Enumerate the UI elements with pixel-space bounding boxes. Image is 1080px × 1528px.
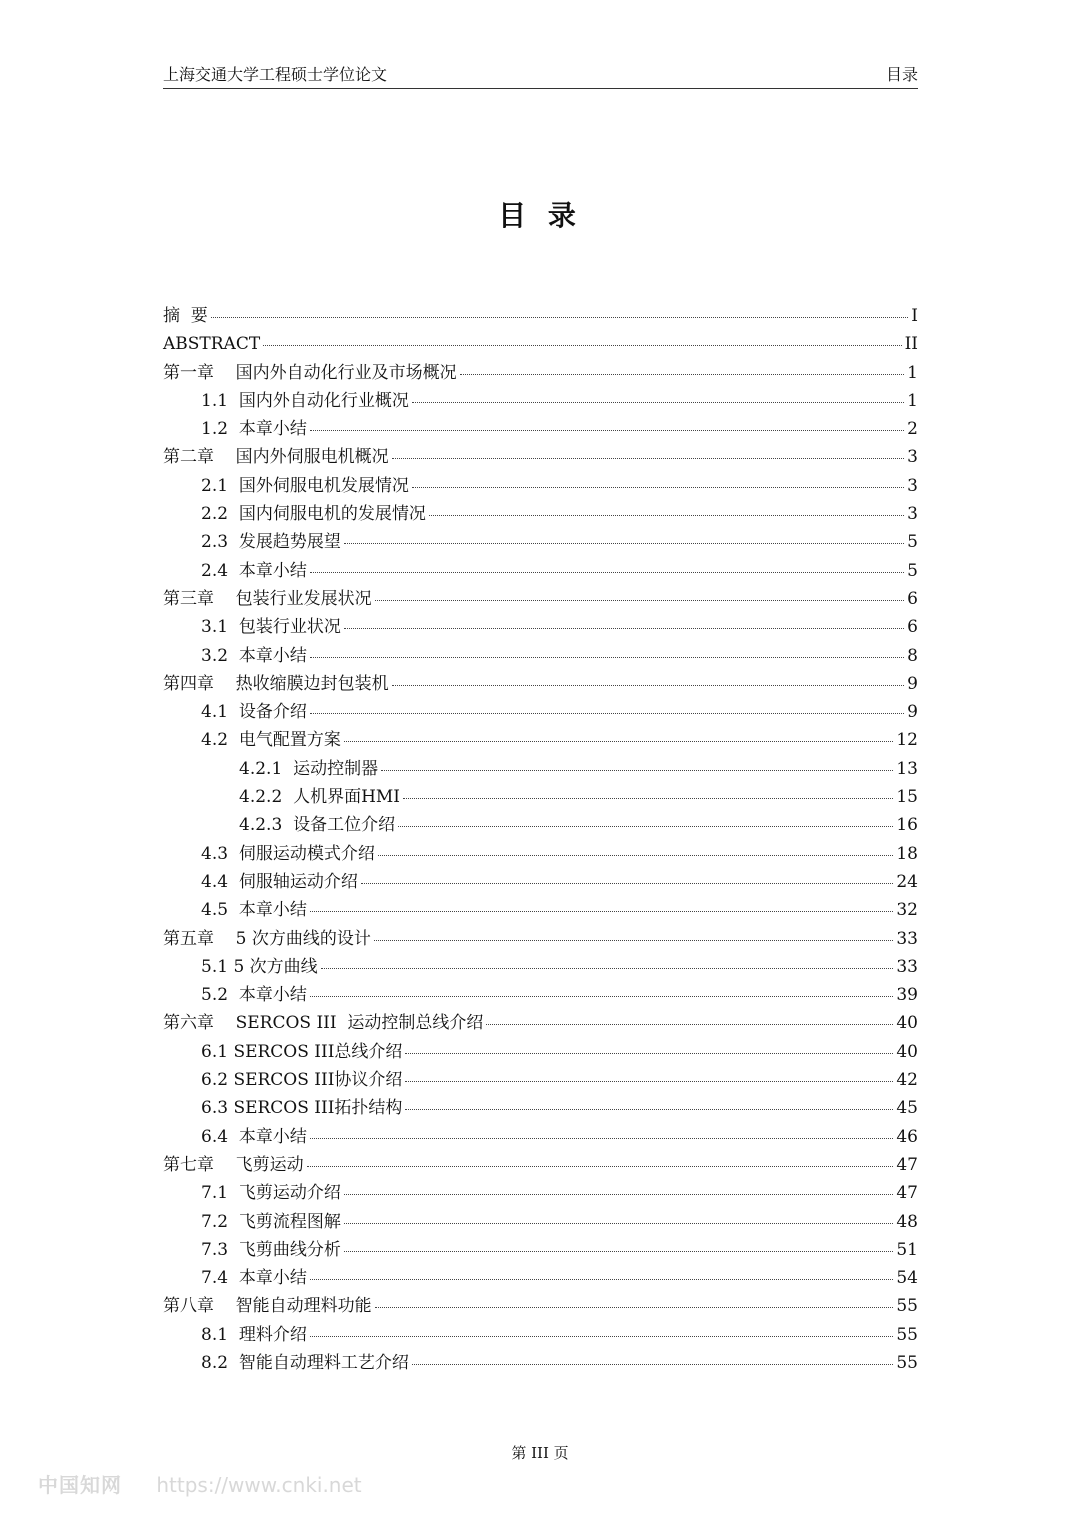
toc-dot-leader [378, 855, 894, 856]
toc-entry[interactable] [163, 726, 918, 754]
toc-entry-title: 7.1 飞剪运动介绍 [201, 1183, 341, 1204]
toc-dot-leader [381, 770, 893, 771]
toc-entry-title: 1.2 本章小结 [201, 419, 307, 440]
toc-entry-page-number: 39 [896, 985, 918, 1006]
toc-entry-title: 第六章 SERCOS III 运动控制总线介绍 [163, 1013, 484, 1034]
toc-entry-page-number: II [904, 334, 918, 355]
toc-entry-page-number: 55 [896, 1296, 918, 1317]
toc-dot-leader [403, 798, 893, 799]
toc-entry-title: 2.3 发展趋势展望 [201, 532, 341, 553]
toc-dot-leader [307, 1166, 894, 1167]
toc-entry-page-number: 33 [896, 956, 918, 977]
toc-entry[interactable] [163, 1264, 918, 1292]
toc-entry[interactable] [163, 811, 918, 839]
toc-dot-leader [398, 826, 893, 827]
toc-entry-page-number: 48 [896, 1211, 918, 1232]
toc-entry-title: 7.4 本章小结 [201, 1268, 307, 1289]
toc-dot-leader [310, 713, 904, 714]
toc-entry-title: 第三章 包装行业发展状况 [163, 588, 372, 609]
toc-dot-leader [310, 430, 904, 431]
toc-entry-page-number: 32 [896, 900, 918, 921]
toc-entry-page-number: 16 [896, 815, 918, 836]
toc-dot-leader [344, 1194, 894, 1195]
toc-dot-leader [412, 402, 904, 403]
toc-entry-title: 2.2 国内伺服电机的发展情况 [201, 504, 426, 525]
toc-entry-page-number: 6 [907, 588, 918, 609]
toc-entry[interactable] [163, 670, 918, 698]
toc-entry[interactable] [163, 1179, 918, 1207]
toc-entry-title: 3.1 包装行业状况 [201, 617, 341, 638]
toc-entry-page-number: 5 [907, 532, 918, 553]
toc-entry-title: 5.1 5 次方曲线 [201, 956, 318, 977]
toc-entry-title: 4.3 伺服运动模式介绍 [201, 843, 375, 864]
running-header [163, 64, 918, 89]
toc-entry[interactable] [163, 1236, 918, 1264]
toc-entry[interactable] [163, 330, 918, 358]
toc-entry-title: 2.4 本章小结 [201, 560, 307, 581]
toc-entry-title: 4.5 本章小结 [201, 900, 307, 921]
toc-dot-leader [460, 374, 905, 375]
toc-dot-leader [405, 1109, 893, 1110]
toc-entry[interactable] [163, 1321, 918, 1349]
toc-entry-page-number: 18 [896, 843, 918, 864]
toc-entry[interactable] [163, 896, 918, 924]
toc-dot-leader [344, 628, 904, 629]
toc-dot-leader [310, 1138, 894, 1139]
toc-entry[interactable] [163, 387, 918, 415]
toc-entry-title: ABSTRACT [163, 334, 261, 355]
toc-entry-title: 第一章 国内外自动化行业及市场概况 [163, 362, 457, 383]
toc-entry[interactable] [163, 840, 918, 868]
toc-entry-title: 3.2 本章小结 [201, 645, 307, 666]
toc-entry-page-number: 6 [907, 617, 918, 638]
toc-entry-title: 第七章 飞剪运动 [163, 1154, 304, 1175]
toc-entry-title: 4.4 伺服轴运动介绍 [201, 871, 358, 892]
toc-entry-title: 4.1 设备介绍 [201, 702, 307, 723]
toc-entry[interactable] [163, 1038, 918, 1066]
toc-entry-page-number: 54 [896, 1268, 918, 1289]
toc-dot-leader [375, 1307, 894, 1308]
toc-entry-page-number: 55 [896, 1324, 918, 1345]
toc-dot-leader [310, 657, 904, 658]
toc-entry-page-number: 40 [896, 1013, 918, 1034]
toc-entry[interactable] [163, 359, 918, 387]
toc-entry[interactable] [163, 868, 918, 896]
toc-entry-page-number: I [911, 306, 918, 326]
toc-entry-title: 6.4 本章小结 [201, 1126, 307, 1147]
toc-dot-leader [211, 317, 908, 318]
toc-entry[interactable] [163, 415, 918, 443]
toc-entry[interactable] [163, 1349, 918, 1377]
toc-entry[interactable] [163, 1123, 918, 1151]
toc-entry-page-number: 12 [896, 730, 918, 751]
toc-entry[interactable] [163, 1151, 918, 1179]
toc-entry-title: 4.2.3 设备工位介绍 [239, 815, 396, 836]
toc-entry-page-number: 9 [907, 702, 918, 723]
toc-entry-page-number: 8 [907, 645, 918, 666]
toc-dot-leader [310, 572, 904, 573]
toc-entry-title: 2.1 国外伺服电机发展情况 [201, 475, 409, 496]
toc-entry[interactable] [163, 443, 918, 471]
toc-entry-page-number: 3 [907, 504, 918, 525]
toc-entry[interactable] [163, 472, 918, 500]
toc-dot-leader [392, 685, 905, 686]
toc-entry-title: 第五章 5 次方曲线的设计 [163, 928, 371, 949]
watermark-url: https://www.cnki.net [156, 1473, 362, 1497]
page-title: 目 录 [498, 199, 582, 232]
toc-dot-leader [344, 741, 894, 742]
toc-entry-title: 6.3 SERCOS III拓扑结构 [201, 1098, 403, 1119]
toc-entry-page-number: 5 [907, 560, 918, 581]
toc-entry[interactable] [163, 1094, 918, 1122]
toc-dot-leader [412, 487, 904, 488]
toc-entry[interactable] [163, 981, 918, 1009]
toc-dot-leader [344, 543, 904, 544]
toc-entry-title: 6.1 SERCOS III总线介绍 [201, 1041, 403, 1062]
toc-entry-page-number: 24 [896, 871, 918, 892]
toc-entry-page-number: 15 [896, 787, 918, 808]
toc-entry-page-number: 33 [896, 928, 918, 949]
toc-entry-page-number: 40 [896, 1041, 918, 1062]
toc-dot-leader [344, 1251, 894, 1252]
toc-entry-title: 7.3 飞剪曲线分析 [201, 1239, 341, 1260]
toc-entry[interactable] [163, 528, 918, 556]
toc-entry[interactable] [163, 557, 918, 585]
toc-dot-leader [321, 968, 894, 969]
toc-entry-page-number: 3 [907, 447, 918, 468]
toc-entry-title: 摘 要 [163, 306, 208, 326]
toc-entry-title: 6.2 SERCOS III协议介绍 [201, 1070, 403, 1091]
toc-entry[interactable] [163, 1066, 918, 1094]
table-of-contents [163, 302, 918, 1377]
toc-entry[interactable] [163, 755, 918, 783]
toc-dot-leader [412, 1364, 894, 1365]
toc-dot-leader [310, 1279, 894, 1280]
toc-entry-page-number: 13 [896, 758, 918, 779]
toc-dot-leader [486, 1024, 893, 1025]
toc-entry-page-number: 1 [907, 390, 918, 411]
toc-entry-title: 第二章 国内外伺服电机概况 [163, 447, 389, 468]
toc-entry[interactable] [163, 585, 918, 613]
toc-entry-page-number: 47 [896, 1183, 918, 1204]
page-number-footer: 第 III 页 [511, 1444, 569, 1462]
toc-entry-title: 8.2 智能自动理料工艺介绍 [201, 1352, 409, 1373]
toc-entry-title: 第四章 热收缩膜边封包装机 [163, 673, 389, 694]
toc-entry-title: 8.1 理料介绍 [201, 1324, 307, 1345]
toc-entry-page-number: 2 [907, 419, 918, 440]
toc-entry-title: 4.2 电气配置方案 [201, 730, 341, 751]
toc-entry[interactable] [163, 642, 918, 670]
toc-entry[interactable] [163, 953, 918, 981]
toc-entry[interactable] [163, 783, 918, 811]
toc-entry-page-number: 46 [896, 1126, 918, 1147]
toc-dot-leader [405, 1081, 893, 1082]
header-thesis-title: 上海交通大学工程硕士学位论文 [163, 65, 388, 84]
toc-entry-page-number: 55 [896, 1352, 918, 1373]
toc-entry-title: 1.1 国内外自动化行业概况 [201, 390, 409, 411]
toc-dot-leader [361, 883, 894, 884]
toc-entry-page-number: 51 [896, 1239, 918, 1260]
toc-entry-page-number: 9 [907, 673, 918, 694]
toc-entry[interactable] [163, 925, 918, 953]
toc-dot-leader [344, 1223, 894, 1224]
toc-entry[interactable] [163, 302, 918, 330]
toc-entry-page-number: 1 [907, 362, 918, 383]
toc-dot-leader [392, 458, 905, 459]
toc-entry[interactable] [163, 500, 918, 528]
toc-entry[interactable] [163, 1292, 918, 1320]
toc-entry[interactable] [163, 1009, 918, 1037]
toc-entry-page-number: 45 [896, 1098, 918, 1119]
toc-entry-title: 7.2 飞剪流程图解 [201, 1211, 341, 1232]
header-section-name: 目录 [885, 65, 918, 84]
toc-dot-leader [310, 996, 894, 997]
toc-entry-page-number: 47 [896, 1154, 918, 1175]
toc-dot-leader [375, 600, 905, 601]
toc-entry-title: 4.2.2 人机界面HMI [239, 787, 401, 808]
toc-entry-page-number: 3 [907, 475, 918, 496]
toc-dot-leader [405, 1053, 893, 1054]
toc-dot-leader [263, 345, 901, 346]
toc-entry-page-number: 42 [896, 1070, 918, 1091]
toc-entry-title: 4.2.1 运动控制器 [239, 758, 379, 779]
toc-entry[interactable] [163, 1208, 918, 1236]
toc-dot-leader [310, 1336, 894, 1337]
toc-dot-leader [374, 940, 894, 941]
toc-entry[interactable] [163, 613, 918, 641]
toc-dot-leader [429, 515, 904, 516]
toc-dot-leader [310, 911, 894, 912]
watermark-brand: 中国知网 [38, 1473, 122, 1497]
toc-entry-title: 5.2 本章小结 [201, 985, 307, 1006]
cnki-watermark [38, 1472, 362, 1498]
toc-entry-title: 第八章 智能自动理料功能 [163, 1296, 372, 1317]
toc-entry[interactable] [163, 698, 918, 726]
